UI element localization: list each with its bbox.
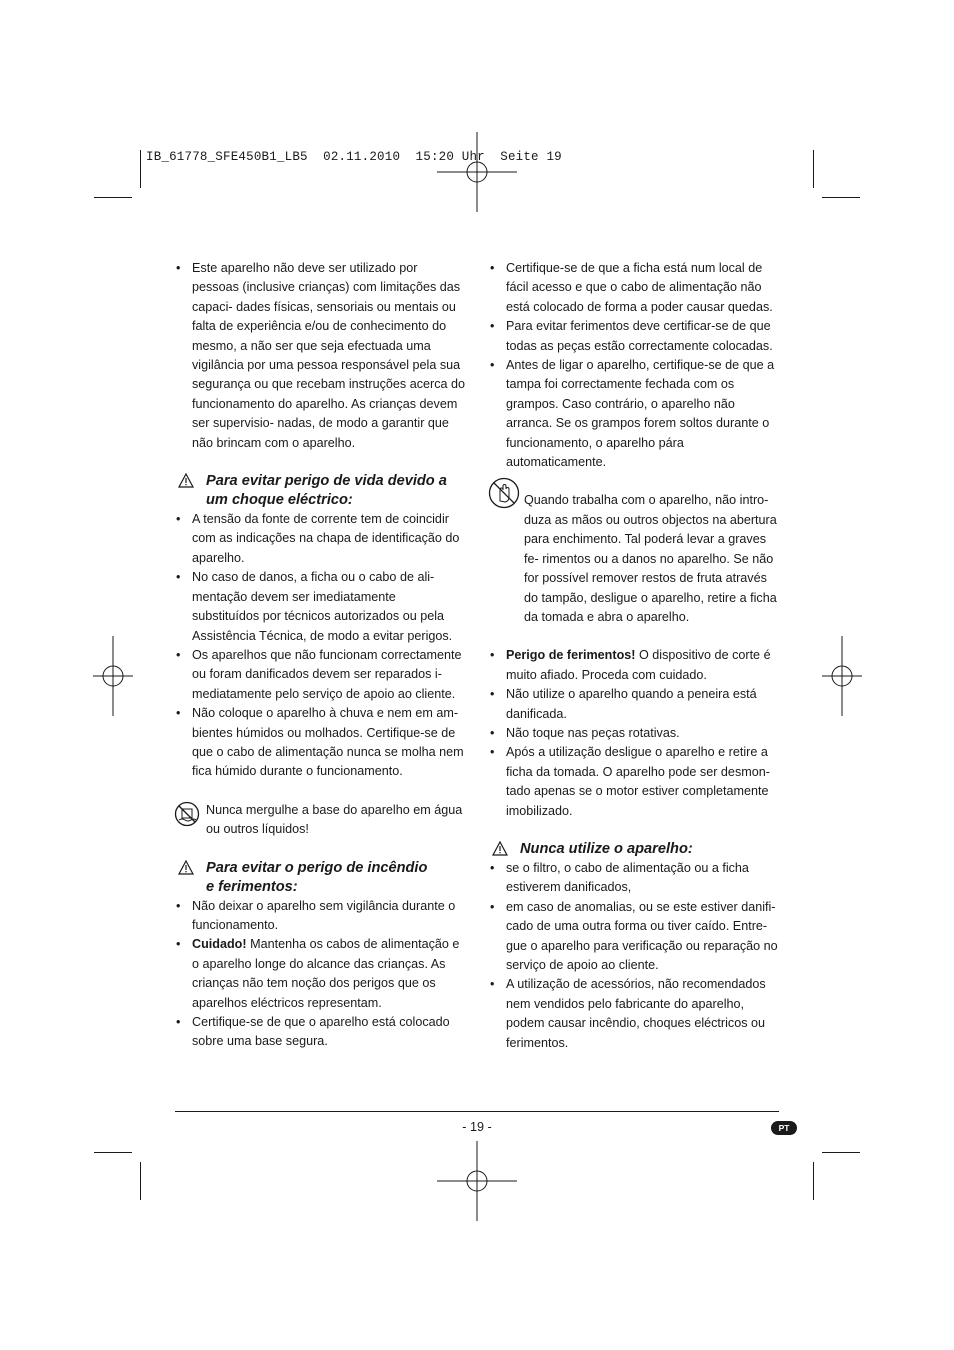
no-hands-note: Quando trabalha com o aparelho, não intro- duza as mãos ou outros objectos na abertura para enchimento. Tal poderá levar a graves fe- rimentos ou a danos no aparelho. Se não for possível remover restos de fruta através do tampão, desligue o aparelho, retire a ficha da tomada e abra o aparelho. (488, 491, 780, 627)
registration-mark-right (802, 636, 882, 716)
registration-mark-bottom (437, 1141, 517, 1221)
list-item: • Este aparelho não deve ser utilizado por pessoas (inclusive crianças) com limitações das capaci- dades físicas, sensoriais ou mentais ou falta de experiência e/ou de conhecimento do mesmo, a não ser que seja efectuada uma vigilância por uma pessoa responsável pela sua segurança ou que recebam instruções acerca do funcionamento do aparelho. As crianças devem ser supervisio- nadas, de modo a garantir que não brincam com o aparelho. (176, 261, 466, 450)
list-item: • Certifique-se de que o aparelho está colocado sobre uma base segura. (176, 1015, 450, 1049)
list-item: • Os aparelhos que não funcionam correctamente ou foram danificados devem ser reparados i- mediatamente pelo serviço de apoio ao cliente. (176, 647, 462, 701)
fire-heading: Para evitar o perigo de incêndio e ferimentos: (174, 859, 466, 897)
list-item: • Cuidado! Mantenha os cabos de alimentação e o aparelho longe do alcance das crianças. As crianças não tem noção dos perigos que os aparelhos eléctricos representam. (176, 937, 460, 1010)
never-use-heading: Nunca utilize o aparelho: (488, 840, 780, 859)
list-item: • Após a utilização desligue o aparelho e retire a ficha da tomada. O aparelho pode ser desmon- tado apenas se o motor estiver completamente imobilizado. (490, 745, 770, 818)
registration-mark-left (73, 636, 153, 716)
list-item: • Não deixar o aparelho sem vigilância durante o funcionamento. (176, 898, 456, 932)
list-item: • Antes de ligar o aparelho, certifique-se de que a tampa foi correctamente fechada com os grampos. Caso contrário, o aparelho não arranca. Se os grampos forem soltos durante o funcionamento, o aparelho pára automaticamente. (490, 358, 775, 470)
list-item: • em caso de anomalias, ou se este estiver danifi- cado de uma outra forma ou tiver caído. Entre- gue o aparelho para verificação ou reparação no serviço de apoio ao cliente. (490, 899, 778, 972)
safety-list-top (488, 259, 780, 472)
left-column (174, 259, 466, 1052)
no-hands-icon (488, 477, 520, 515)
list-item: • Não coloque o aparelho à chuva e nem em am- bientes húmidos ou molhados. Certifique-se de que o cabo de alimentação nunca se molha nem fica húmido durante o funcionamento. (176, 706, 464, 779)
list-item: • Perigo de ferimentos! O dispositivo de corte é muito afiado. Proceda com cuidado. (490, 648, 771, 682)
registration-mark-top (437, 132, 517, 212)
list-item: • se o filtro, o cabo de alimentação ou a ficha estiverem danificados, (490, 860, 749, 895)
list-item: • Certifique-se de que a ficha está num local de fácil acesso e que o cabo de alimentação não está colocado de forma a poder causar quedas. (490, 261, 773, 314)
no-immersion-note: Nunca mergulhe a base do aparelho em água ou outros líquidos! (174, 801, 466, 840)
page-number: - 19 - (462, 1120, 492, 1134)
list-item: • A tensão da fonte de corrente tem de coincidir com as indicações na chapa de identificação do aparelho. (176, 512, 460, 565)
right-column (488, 259, 780, 1053)
electric-list (174, 510, 466, 782)
fire-list (174, 897, 466, 1052)
list-item: • Não utilize o aparelho quando a peneira está danificada. (490, 687, 757, 721)
safety-list-mid (488, 646, 780, 821)
never-use-list (488, 859, 780, 1053)
list-item: • Não toque nas peças rotativas. (490, 725, 680, 740)
list-item: • No caso de danos, a ficha ou o cabo de ali- mentação devem ser imediatamente substituídos por técnicos autorizados ou pela Assistência Técnica, de modo a evitar perigos. (176, 570, 453, 643)
print-header: IB_61778_SFE450B1_LB5 02.11.2010 15:20 Uhr Seite 19 (146, 150, 562, 164)
electric-shock-heading: Para evitar perigo de vida devido a um choque eléctrico: (174, 472, 466, 510)
list-item: • A utilização de acessórios, não recomendados nem vendidos pelo fabricante do aparelho, podem causar incêndio, choques eléctricos ou ferimentos. (490, 977, 766, 1050)
intro-list (174, 259, 466, 453)
warning-triangle-icon (178, 860, 194, 881)
language-badge: PT (771, 1121, 797, 1135)
list-item: • Para evitar ferimentos deve certificar-se de que todas as peças estão correctamente colocadas. (490, 319, 773, 353)
warning-triangle-icon (178, 473, 194, 494)
no-immersion-icon (174, 801, 200, 833)
footer-rule (175, 1111, 779, 1112)
